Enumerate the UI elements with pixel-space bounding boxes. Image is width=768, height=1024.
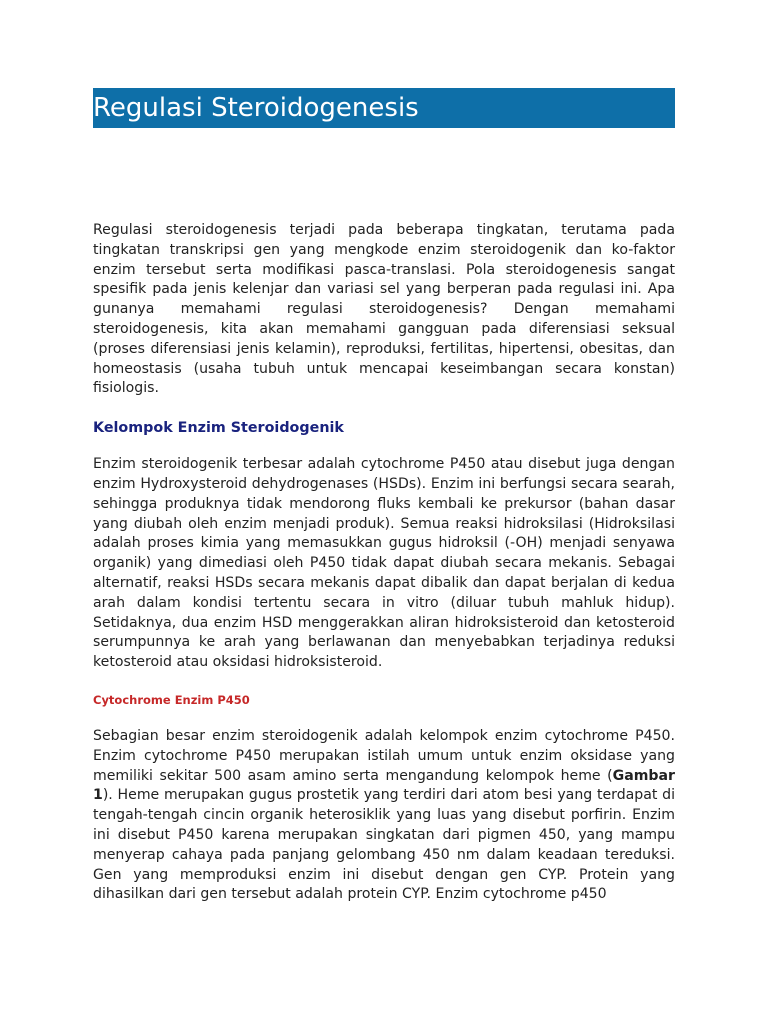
section-heading-enzim-steroidogenik: Kelompok Enzim Steroidogenik <box>93 420 344 437</box>
paragraph-text: Sebagian besar enzim steroidogenik adalah kelompok enzim cytochrome P450. Enzim cytochrome P450 merupakan istilah umum untuk enzim oksidase yang memiliki sekitar 500 asam amino serta mengandung kelompok heme ( <box>93 727 675 784</box>
subsection-heading-cytochrome-p450: Cytochrome Enzim P450 <box>93 692 250 707</box>
figure-reference: Gambar 1 <box>93 767 675 804</box>
paragraph-text: ). Heme merupakan gugus prostetik yang terdiri dari atom besi yang terdapat di tengah-tengah cincin organik heterosiklik yang luas yang disebut porfirin. Enzim ini disebut P450 karena merupakan singkatan dari pigmen 450, yang mampu menyerap cahaya pada panjang gelombang 450 nm dalam keadaan tereduksi. Gen yang memproduksi enzim ini disebut dengan gen CYP. Protein yang dihasilkan dari gen tersebut adalah protein CYP. Enzim cytochrome p450 <box>93 787 675 903</box>
page-title: Regulasi Steroidogenesis <box>93 88 675 128</box>
paragraph-enzim-steroidogenik: Enzim steroidogenik terbesar adalah cytochrome P450 atau disebut juga dengan enzim Hydroxysteroid dehydrogenases (HSDs). Enzim ini berfungsi secara searah, sehingga produknya tidak mendorong fluks kembali ke prekursor (bahan dasar yang diubah oleh enzim menjadi produk). Semua reaksi hidroksilasi (Hidroksilasi adalah proses kimia yang memasukkan gugus hidroksil (-OH) menjadi senyawa organik) yang dimediasi oleh P450 tidak dapat diubah secara mekanis. Sebagai alternatif, reaksi HSDs secara mekanis dapat dibalik dan dapat berjalan di kedua arah dalam kondisi tertentu secara in vitro (diluar tubuh mahluk hidup). Setidaknya, dua enzim HSD menggerakkan aliran hidroksisteroid dan ketosteroid serumpunnya ke arah yang berlawanan dan menyebabkan terjadinya reduksi ketosteroid atau oksidasi hidroksisteroid. <box>93 456 675 671</box>
document-page <box>93 88 675 905</box>
paragraph-intro: Regulasi steroidogenesis terjadi pada beberapa tingkatan, terutama pada tingkatan transkripsi gen yang mengkode enzim steroidogenik dan ko-faktor enzim tersebut serta modifikasi pasca-translasi. Pola steroidogenesis sangat spesifik pada jenis kelenjar dan variasi sel yang berperan pada regulasi ini. Apa gunanya memahami regulasi steroidogenesis? Dengan memahami steroidogenesis, kita akan memahami gangguan pada diferensiasi seksual (proses diferensiasi jenis kelamin), reproduksi, fertilitas, hipertensi, obesitas, dan homeostasis (usaha tubuh untuk mencapai keseimbangan secara konstan) fisiologis. <box>93 222 675 397</box>
paragraph-cytochrome-p450 <box>93 727 675 905</box>
